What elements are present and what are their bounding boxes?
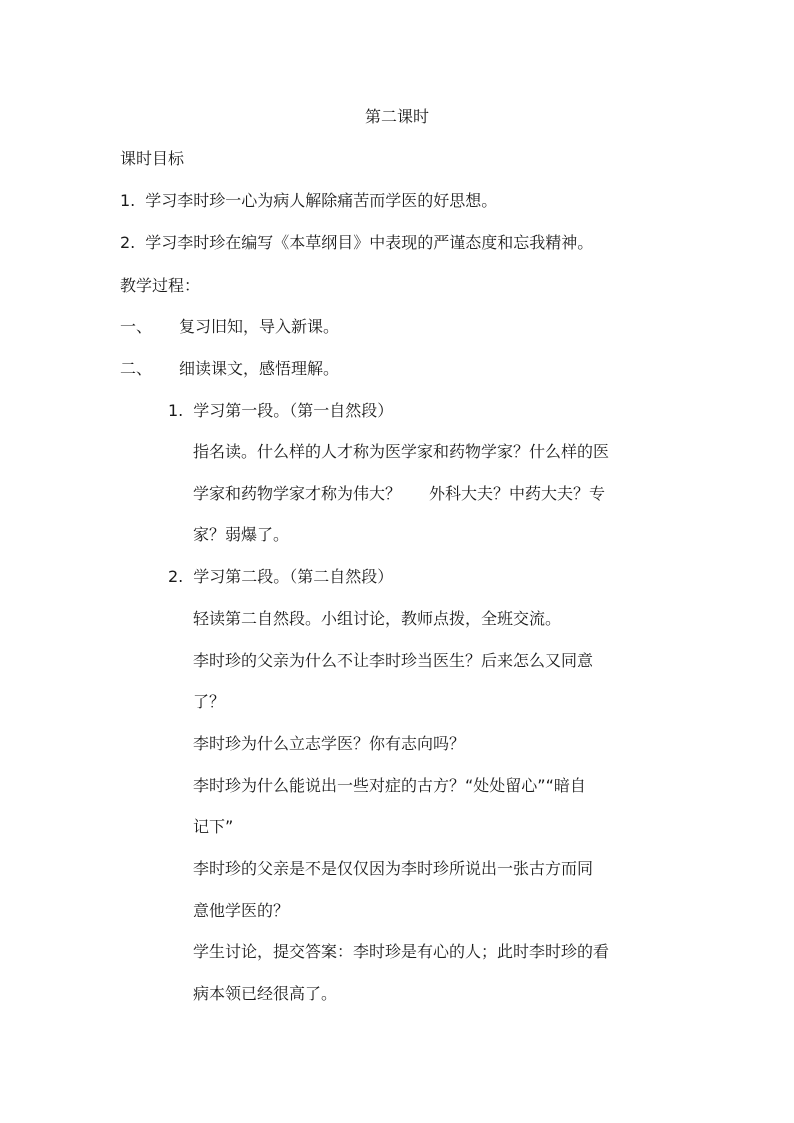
sub-section-heading [168,566,393,588]
paragraph-line: 记下” [193,817,234,836]
step-number: 二、 [120,359,153,378]
objective-item [120,190,497,212]
paragraph-line: 李时珍为什么立志学医？你有志向吗？ [193,734,466,753]
sub-section-number: 2. [168,567,184,586]
paragraph-line: 病本领已经很高了。 [193,984,338,1003]
paragraph-fragment: 学家和药物学家才称为伟大？ [193,484,402,503]
objective-number: 1. [120,191,136,210]
objectives-heading: 课时目标 [120,149,185,168]
paragraph-line: 意他学医的？ [193,901,290,920]
paragraph-line: 李时珍的父亲为什么不让李时珍当医生？后来怎么又同意 [193,651,594,670]
process-heading: 教学过程： [120,276,201,295]
sub-section-heading [168,400,393,422]
objective-item [120,232,593,254]
process-step [120,358,339,380]
objective-text: 学习李时珍在编写《本草纲目》中表现的严谨态度和忘我精神。 [145,233,594,252]
sub-section-number: 1. [168,401,184,420]
process-step [120,316,339,338]
paragraph-line: 轻读第二自然段。小组讨论，教师点拨，全班交流。 [193,609,562,628]
page-title: 第二课时 [364,107,429,126]
paragraph-line: 家？弱爆了。 [193,525,290,544]
sub-section-text: 学习第二段。（第二自然段） [193,567,394,586]
paragraph-line: 李时珍的父亲是不是仅仅因为李时珍所说出一张古方而同 [193,859,594,878]
sub-section-text: 学习第一段。（第一自然段） [193,401,394,420]
paragraph-fragment: 外科大夫？中药大夫？专 [429,484,606,503]
objective-number: 2. [120,233,136,252]
paragraph-line [193,483,605,505]
objective-text: 学习李时珍一心为病人解除痛苦而学医的好思想。 [145,191,498,210]
step-text: 复习旧知，导入新课。 [179,317,340,336]
step-text: 细读课文，感悟理解。 [179,359,340,378]
step-number: 一、 [120,317,153,336]
paragraph-line: 学生讨论，提交答案：李时珍是有心的人；此时李时珍的看 [193,942,610,961]
paragraph-line: 李时珍为什么能说出一些对症的古方？“处处留心”“暗自 [193,776,586,795]
paragraph-line: 了？ [193,692,226,711]
paragraph-line: 指名读。什么样的人才称为医学家和药物学家？什么样的医 [193,442,610,461]
